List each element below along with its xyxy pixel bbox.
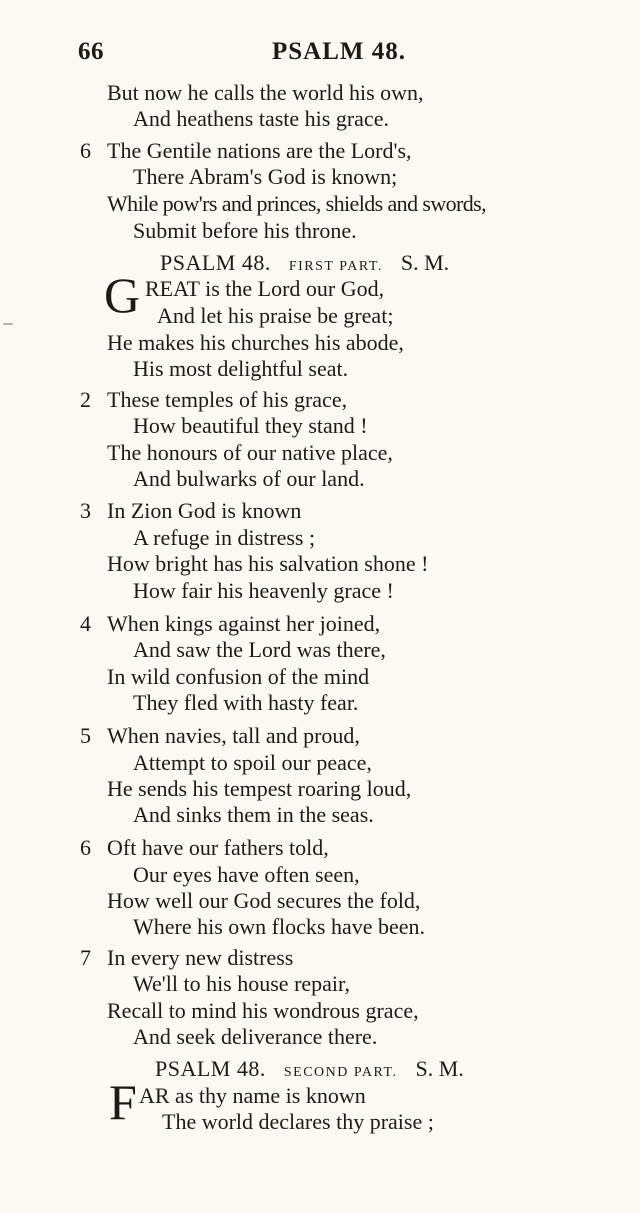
verse-line: When navies, tall and proud, — [107, 723, 360, 748]
verse-line: While pow'rs and princes, shields and swords, — [107, 191, 487, 216]
verse-line: Our eyes have often seen, — [133, 862, 360, 887]
verse-number: 6 — [80, 138, 91, 163]
psalm-title: PSALM 48. — [160, 250, 271, 275]
verse-line: How bright has his salvation shone ! — [107, 551, 429, 576]
verse-line: Submit before his throne. — [133, 218, 357, 243]
verse-line: And seek deliverance there. — [133, 1024, 378, 1049]
verse-number: 3 — [80, 498, 91, 523]
verse-line: REAT is the Lord our God, — [145, 276, 385, 301]
verse-number: 4 — [80, 611, 91, 636]
verse-line: He makes his churches his abode, — [107, 330, 404, 355]
verse-line: A refuge in distress ; — [133, 525, 316, 550]
verse-line: How well our God secures the fold, — [107, 888, 421, 913]
drop-cap: G — [104, 267, 141, 323]
verse-line: When kings against her joined, — [107, 611, 381, 636]
psalm-title: PSALM 48. — [155, 1056, 266, 1081]
margin-mark — [3, 323, 13, 325]
page-number: 66 — [78, 38, 104, 65]
verse-line: How beautiful they stand ! — [133, 413, 368, 438]
verse-line: But now he calls the world his own, — [107, 80, 424, 105]
verse-number: 6 — [80, 835, 91, 860]
verse-line: They fled with hasty fear. — [133, 690, 359, 715]
verse-line: There Abram's God is known; — [133, 164, 398, 189]
verse-line: And heathens taste his grace. — [133, 106, 389, 131]
verse-line: These temples of his grace, — [107, 387, 348, 412]
verse-line: In every new distress — [107, 945, 294, 970]
verse-number: 2 — [80, 387, 91, 412]
verse-line: The Gentile nations are the Lord's, — [107, 138, 412, 163]
verse-line: And sinks them in the seas. — [133, 802, 374, 827]
verse-line: Attempt to spoil our peace, — [133, 750, 372, 775]
meter-label: S. M. — [415, 1056, 464, 1081]
verse-line: And let his praise be great; — [157, 303, 394, 328]
part-label: FIRST PART. — [288, 259, 383, 274]
verse-line: In wild confusion of the mind — [107, 664, 370, 689]
part-label: SECOND PART. — [283, 1065, 398, 1080]
verse-line: AR as thy name is known — [139, 1083, 366, 1108]
verse-line: His most delightful seat. — [133, 356, 349, 381]
verse-line: In Zion God is known — [107, 498, 302, 523]
running-title: PSALM 48. — [272, 38, 406, 65]
verse-line: He sends his tempest roaring loud, — [107, 776, 412, 801]
page-header — [0, 38, 640, 68]
verse-line: We'll to his house repair, — [133, 971, 350, 996]
verse-line: Oft have our fathers told, — [107, 835, 329, 860]
verse-line: Recall to mind his wondrous grace, — [107, 998, 419, 1023]
verse-line: Where his own flocks have been. — [133, 914, 426, 939]
verse-line: How fair his heavenly grace ! — [133, 578, 394, 603]
section-title-second-part — [155, 1055, 464, 1083]
section-title-first-part — [160, 249, 449, 277]
verse-line: The honours of our native place, — [107, 440, 393, 465]
verse-line: And saw the Lord was there, — [133, 637, 386, 662]
verse-line: The world declares thy praise ; — [162, 1109, 434, 1134]
drop-cap: F — [109, 1074, 137, 1130]
verse-line: And bulwarks of our land. — [133, 466, 365, 491]
verse-number: 5 — [80, 723, 91, 748]
meter-label: S. M. — [400, 250, 450, 275]
verse-number: 7 — [80, 945, 91, 970]
